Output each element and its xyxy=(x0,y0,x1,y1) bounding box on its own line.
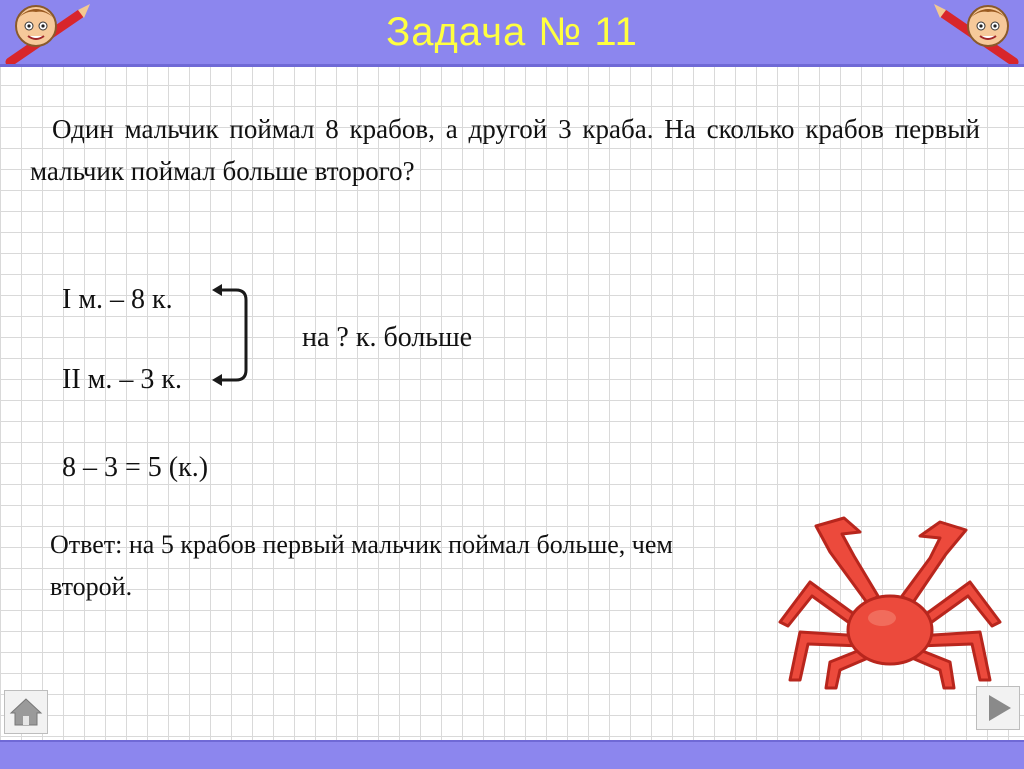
solution-expression: 8 – 3 = 5 (к.) xyxy=(62,452,209,483)
play-arrow-icon xyxy=(977,687,1019,729)
bracket-arrow-icon xyxy=(206,280,256,392)
home-button[interactable] xyxy=(4,690,48,734)
answer-text: Ответ: на 5 крабов первый мальчик поймал больше, чем второй. xyxy=(50,530,673,601)
slide-header xyxy=(0,0,1024,67)
home-icon xyxy=(5,691,47,733)
slide-title: Задача № 11 xyxy=(386,10,638,54)
next-slide-button[interactable] xyxy=(976,686,1020,730)
pencil-boy-icon xyxy=(932,0,1024,64)
crab-icon xyxy=(770,512,1010,690)
scheme-question: на ? к. больше xyxy=(302,322,473,353)
problem-text: Один мальчик поймал 8 крабов, а другой 3 краба. На сколько крабов первый мальчик поймал больше второго? xyxy=(30,114,980,186)
slide-footer xyxy=(0,740,1024,769)
scheme-line-first: I м. – 8 к. xyxy=(62,284,173,315)
scheme-line-second: II м. – 3 к. xyxy=(62,364,182,395)
